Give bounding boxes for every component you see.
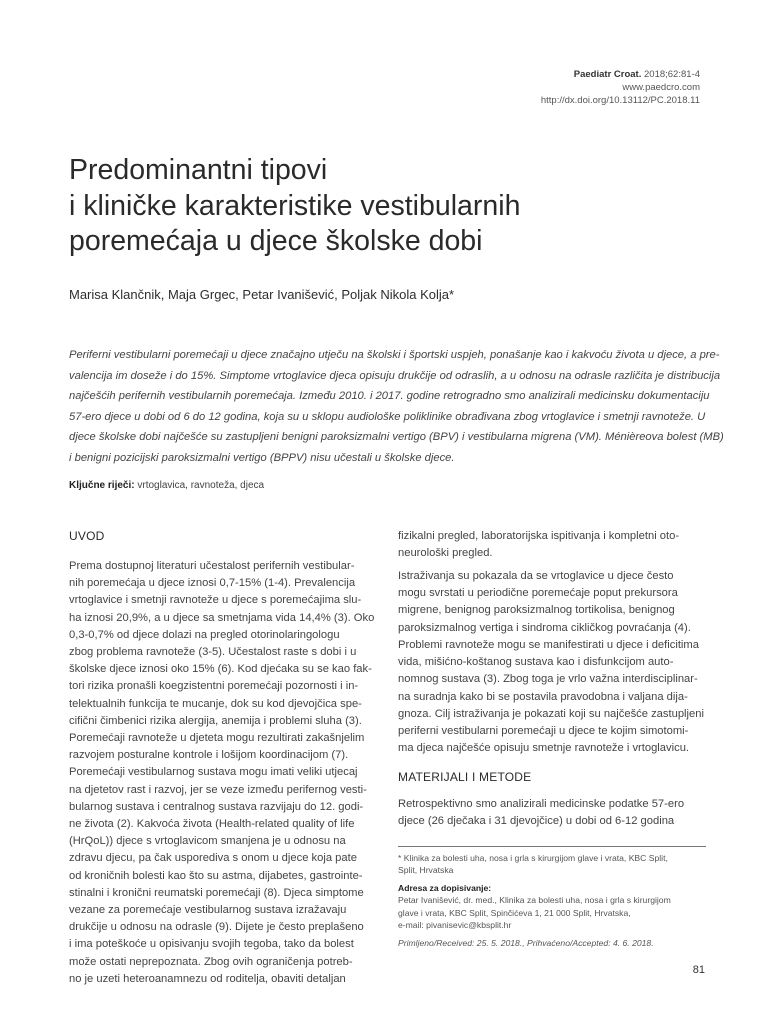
journal-doi[interactable]: http://dx.doi.org/10.13112/PC.2018.11 [540, 95, 700, 106]
journal-website[interactable]: www.paedcro.com [622, 82, 700, 93]
body-line: ma djeca najčešće opisuju smetnje ravnoteže i vrtoglavicu. [398, 742, 690, 755]
right-para-2 [398, 568, 704, 637]
body-line: od kroničnih bolesti kao što su astma, dijabetes, gastrointe- [69, 869, 363, 882]
body-line: vezane za poremećaje vestibularnog sustava izražavaju [69, 904, 347, 917]
body-line: migrene, benignog paroksizmalnog tortikolisa, benignog [398, 604, 675, 617]
body-line: školske djece iznosi oko 15% (6). Kod djećaka su se kao fak- [69, 663, 372, 676]
body-line: mogu svrstati u periodične poremećaje poput prekursora [398, 587, 678, 600]
body-line: ha iznosi 20,9%, a u djece sa smetnjama vida 14,4% (3). Oko [69, 611, 375, 624]
body-line: vrtoglavice i smetnji ravnoteže u djece s poremećajima slu- [69, 594, 362, 607]
footnote-line: Split, Hrvatska [398, 865, 454, 876]
title-line: i kliničke karakteristike vestibularnih [69, 189, 521, 222]
journal-citation [541, 68, 700, 81]
footnote-affiliation [398, 852, 708, 877]
body-line: cifični čimbenici rizika alergija, anemija i problemi sluha (3). [69, 714, 362, 727]
body-line: Retrospektivno smo analizirali medicinske podatke 57-ero [398, 798, 685, 810]
body-line: može ostati neprepoznata. Zbog ovih ograničenja potreb- [69, 955, 353, 968]
title-line: Predominantni tipovi [69, 154, 328, 186]
body-line: zdravu djecu, pa čak usporediva s onom u djece koja pate [69, 852, 357, 865]
footnote-correspondence [398, 882, 708, 932]
keywords-label: Ključne riječi: [69, 480, 135, 491]
body-line: vida, mišićno-koštanog sustava kao i disfunkcijom auto- [398, 656, 674, 669]
abstract [69, 345, 724, 468]
journal-volume: 2018;62:81-4 [644, 69, 700, 80]
body-line: nomnog sustava (3). Zbog toga je vrlo važna interdisciplinar- [398, 673, 698, 686]
keywords-value: vrtoglavica, ravnoteža, djeca [137, 480, 265, 491]
footnote-received: Primljeno/Received: 25. 5. 2018., Prihvaćeno/Accepted: 4. 6. 2018. [398, 938, 654, 948]
body-line: Poremećaji ravnoteže u djeteta mogu rezultirati zakašnjelim [69, 732, 365, 745]
body-line: ne života (2). Kakvoća života (Health-related quality of life [69, 818, 355, 831]
body-line: tori rizika pronašli koegzistentni poremećaji pozornosti i in- [69, 680, 359, 693]
body-line: Istraživanja su pokazala da se vrtoglavice u djece često [398, 570, 674, 582]
body-line: Problemi ravnoteže mogu se manifestirati u djece i deficitima [398, 639, 699, 651]
section-heading-uvod: UVOD [69, 529, 105, 543]
body-line: bularnog sustava i centralnog sustava razvijaju do 12. godi- [69, 800, 364, 813]
page-number: 81 [692, 964, 705, 976]
keywords [69, 480, 264, 491]
body-line: neurološki pregled. [398, 547, 493, 560]
body-line: paroksizmalnog vertiga i sindroma cikličkog povraćanja (4). [398, 621, 691, 634]
footnote-divider [398, 846, 706, 847]
body-line: gnoza. Cilj istraživanja je pokazati koji su najčešće zastupljeni [398, 707, 704, 720]
body-line: drukčije u odnosu na odrasle (9). Dijete je često preplašeno [69, 921, 364, 934]
footnote-line: Petar Ivanišević, dr. med., Klinika za bolesti uha, nosa i grla s kirurgijom [398, 895, 671, 906]
abstract-line: djece školske dobi najčešće su zastupljeni benigni paroksizmalni vertigo (BPV) i vestibularna migrena (VM). Ménièreova bolest (MB) [69, 431, 724, 443]
abstract-line: 57-ero djece u dobi od 6 do 12 godina, koja su u sklopu audiološke poliklinike obrađivana zbog vrtoglavice i smetnji ravnoteže. U [69, 410, 706, 423]
body-line: fizikalni pregled, laboratorijska ispitivanja i kompletni oto- [398, 530, 680, 542]
abstract-line: najčešćih perifernih vestibularnih poremećaja. Između 2010. i 2017. godine retrogradno smo analizirali medicinsku dokumentaciju [69, 390, 710, 402]
journal-meta [541, 68, 700, 107]
abstract-line: i benigni pozicijski paroksizmalni vertigo (BPPV) nisu učestali u školske djece. [69, 451, 455, 464]
journal-name: Paediatr Croat. [573, 69, 642, 80]
body-line: zbog problema ravnoteže (3-5). Učestalost raste s dobi i u [69, 646, 357, 659]
section-heading-methods: MATERIJALI I METODE [398, 770, 532, 784]
body-line: (HrQoL)) djece s vrtoglavicom smanjena je u odnosu na [69, 835, 346, 848]
body-line: razvojem posturalne kontrole i lošijom koordinacijom (7). [69, 749, 349, 762]
body-line: na djetetov rast i razvoj, jer se veze između perifernog vesti- [69, 783, 367, 796]
correspondence-label [398, 882, 708, 894]
author-list: Marisa Klančnik, Maja Grgec, Petar Ivanišević, Poljak Nikola Kolja* [69, 287, 455, 302]
body-line: djece (26 dječaka i 31 djevojčice) u dobi od 6-12 godina [398, 815, 675, 828]
body-line: i ima poteškoće u opisivanju svojih tegoba, tako da bolest [69, 938, 354, 951]
body-line: Poremećaji vestibularnog sustava mogu imati veliki utjecaj [69, 766, 358, 779]
title-line: poremećaja u djece školske dobi [69, 225, 483, 257]
correspondence-label-text: Adresa za dopisivanje: [398, 883, 492, 893]
footnote-line: glave i vrata, KBC Split, Spinčićeva 1, 21 000 Split, Hrvatska, [398, 907, 631, 918]
abstract-line: valencija im doseže i do 15%. Simptome vrtoglavice djeca opisuju drukčije od odraslih, a u odnosu na odrasle različita je distribucija [69, 369, 721, 382]
footnote-email[interactable]: e-mail: pivanisevic@kbsplit.hr [398, 920, 512, 931]
section-body-uvod [69, 558, 375, 988]
right-para-3 [398, 637, 704, 757]
article-title [69, 153, 709, 260]
body-line: Prema dostupnoj literaturi učestalost perifernih vestibular- [69, 560, 355, 572]
body-line: 0,3-0,7% od djece dolazi na pregled otorinolaringologu [69, 628, 340, 641]
body-line: periferni vestibularni poremećaji u djece te kojim simotomi- [398, 725, 689, 738]
body-line: na suradnja kako bi se postavila pravodobna i valjana dija- [398, 690, 688, 703]
body-line: telektualnih funkcija te mucanje, dok su kod djevojčica spe- [69, 697, 362, 710]
section-body-methods [398, 796, 704, 830]
body-line: no je uzeti heteroanamnezu od roditelja, obaviti detaljan [69, 972, 346, 985]
abstract-line: Periferni vestibularni poremećaji u djece značajno utječu na školski i športski uspjeh, ponašanje kao i kakvoću života u djece, a pre- [69, 349, 720, 361]
body-line: nih poremećaja u djece iznosi 0,7-15% (1-4). Prevalencija [69, 577, 356, 590]
body-line: stinalni i kronični reumatski poremećaji (8). Djeca simptome [69, 886, 364, 899]
right-para-1 [398, 528, 704, 562]
footnote-line: * Klinika za bolesti uha, nosa i grla s kirurgijom glave i vrata, KBC Split, [398, 853, 668, 863]
